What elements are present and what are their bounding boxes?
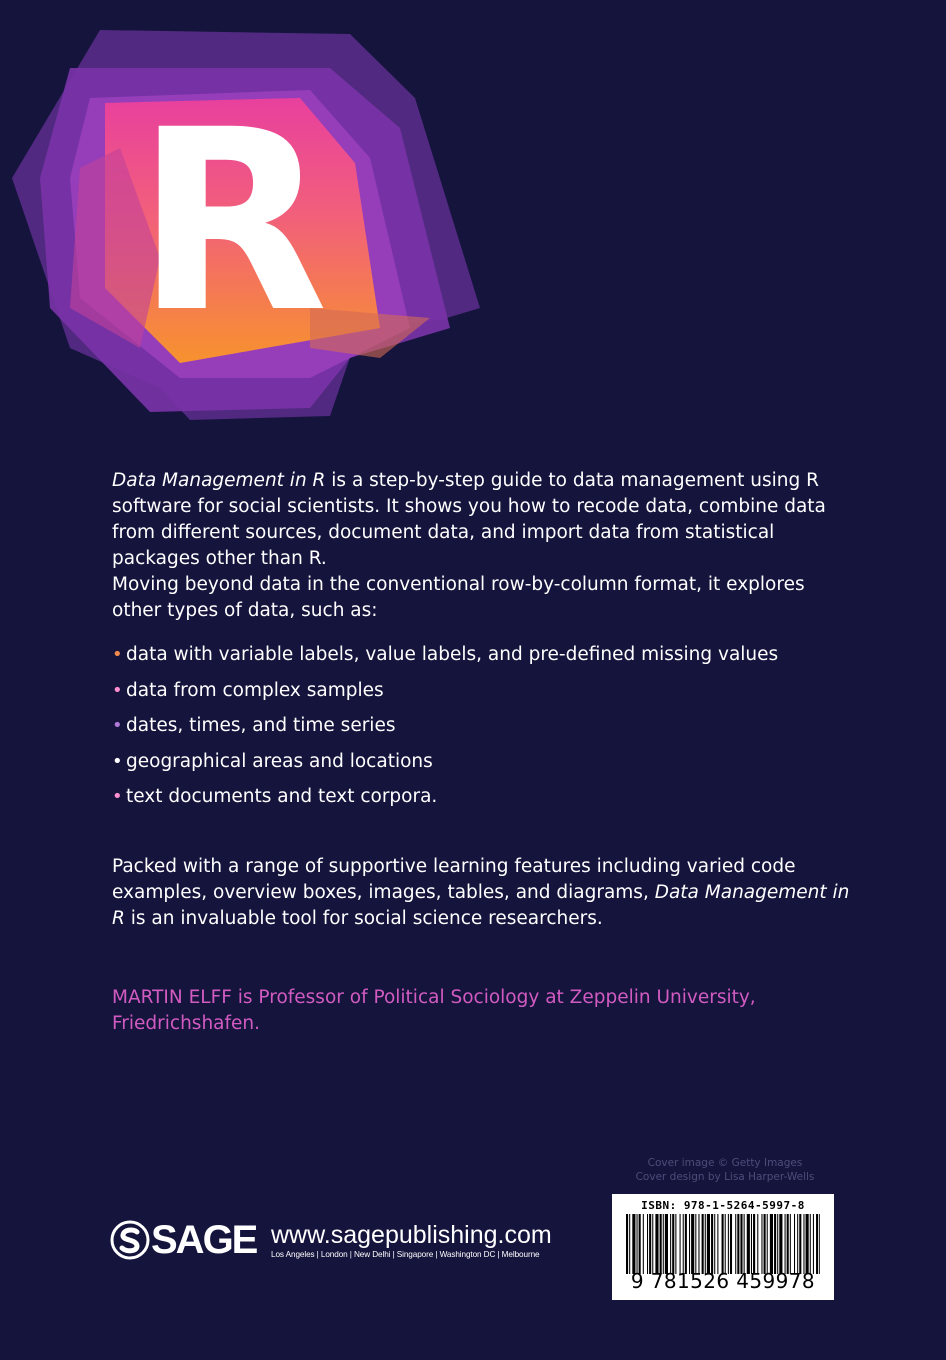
- description-paragraph-2: Moving beyond data in the conventional row-by-column format, it explores other types of data, such as:: [112, 574, 805, 621]
- list-item-text: data from complex samples: [126, 679, 384, 701]
- description-text: Packed with a range of supportive learning features including varied code examples, overview boxes, images, tables, and diagrams,: [112, 856, 796, 903]
- barcode-bar: [702, 1214, 704, 1274]
- description-text: is an invaluable tool for social science researchers.: [124, 908, 603, 929]
- cover-design-credit: Cover design by Lisa Harper-Wells: [635, 1171, 815, 1183]
- bullet-dot: •: [112, 644, 123, 665]
- r-letter: R: [135, 76, 329, 367]
- barcode-bar: [761, 1214, 762, 1274]
- barcode-bar: [813, 1214, 814, 1274]
- barcode-bar: [806, 1214, 809, 1274]
- publisher-info: [271, 1221, 552, 1259]
- barcode-bar: [647, 1214, 648, 1274]
- barcode-bar: [639, 1214, 641, 1274]
- barcode-bar: [695, 1214, 696, 1274]
- barcode-bar: [711, 1214, 713, 1274]
- description-paragraph-3: [112, 854, 852, 932]
- publisher-url: www.sagepublishing.com: [271, 1221, 552, 1249]
- barcode-bar: [777, 1214, 778, 1274]
- barcode-bar: [632, 1214, 635, 1274]
- barcode-bar: [670, 1214, 671, 1274]
- cover-image-credit: Cover image © Getty Images: [647, 1157, 803, 1169]
- barcode-bar: [735, 1214, 736, 1274]
- barcode-bar: [744, 1214, 745, 1274]
- cover-credits: [620, 1156, 830, 1184]
- sage-circle-icon: [110, 1220, 150, 1260]
- barcode-icon: [626, 1214, 820, 1274]
- barcode-bar: [790, 1214, 791, 1274]
- barcode-bar: [705, 1214, 706, 1274]
- barcode-bar: [663, 1214, 664, 1274]
- barcode-bar: [787, 1214, 789, 1274]
- bullet-dot: •: [112, 715, 123, 736]
- barcode-bar: [767, 1214, 768, 1274]
- publisher-cities: Los Angeles | London | New Delhi | Singapore | Washington DC | Melbourne: [271, 1250, 540, 1259]
- barcode-bar: [637, 1214, 638, 1274]
- list-item: [112, 784, 778, 820]
- barcode-bar: [785, 1214, 786, 1274]
- r-logo-artwork: [10, 28, 490, 420]
- barcode-bar: [753, 1214, 755, 1274]
- barcode-bar: [803, 1214, 804, 1274]
- barcode-bar: [675, 1214, 676, 1274]
- barcode-bar: [655, 1214, 658, 1274]
- barcode-bar: [737, 1214, 739, 1274]
- barcode-bar: [689, 1214, 690, 1274]
- barcode-bar: [629, 1214, 630, 1274]
- list-item-text: text documents and text corpora.: [126, 786, 438, 807]
- barcode-bar: [725, 1214, 726, 1274]
- barcode-bar: [722, 1214, 724, 1274]
- barcode-bar: [779, 1214, 782, 1274]
- data-types-list: [112, 642, 778, 820]
- barcode-bar: [794, 1214, 795, 1274]
- barcode-bar: [810, 1214, 811, 1274]
- book-title-italic: Data Management in R: [112, 882, 850, 929]
- barcode-bar: [672, 1214, 674, 1274]
- sage-logo: [110, 1220, 256, 1260]
- isbn-digits: 9 781526 459978: [630, 1269, 816, 1293]
- description-paragraph-1: [112, 468, 852, 572]
- list-item-text: dates, times, and time series: [126, 715, 396, 736]
- barcode-bar: [685, 1214, 687, 1274]
- barcode-bar: [680, 1214, 681, 1274]
- barcode-bar: [626, 1214, 628, 1274]
- barcode-bar: [799, 1214, 801, 1274]
- barcode-bar: [683, 1214, 684, 1274]
- barcode-bar: [730, 1214, 732, 1274]
- barcode-bar: [728, 1214, 729, 1274]
- bullet-dot: •: [112, 786, 123, 807]
- barcode-bar: [707, 1214, 710, 1274]
- author-bio: MARTIN ELFF is Professor of Political Sociology at Zeppelin University, Friedrichshafen.: [112, 987, 756, 1034]
- barcode-bar: [643, 1214, 644, 1274]
- book-title-italic: Data Management in R: [112, 470, 326, 491]
- barcode-bar: [660, 1214, 662, 1274]
- sage-wordmark: SAGE: [151, 1218, 257, 1262]
- barcode-bar: [714, 1214, 715, 1274]
- barcode-bar: [665, 1214, 668, 1274]
- barcode-bar: [717, 1214, 718, 1274]
- barcode-bar: [757, 1214, 758, 1274]
- bullet-dot: •: [112, 750, 123, 772]
- barcode-bar: [740, 1214, 742, 1274]
- barcode-bar: [652, 1214, 653, 1274]
- list-item-text: geographical areas and locations: [126, 750, 433, 772]
- barcode-bar: [797, 1214, 798, 1274]
- barcode-bar: [764, 1214, 766, 1274]
- barcode-bar: [770, 1214, 773, 1274]
- isbn-barcode: [612, 1194, 834, 1300]
- barcode-bar: [819, 1214, 820, 1274]
- barcode-bar: [774, 1214, 776, 1274]
- list-item: [112, 749, 778, 785]
- description-text: is a step-by-step guide to data management using R software for social scientists. It shows you how to recode data, combine data from different sources, document data, and import data from statistical packages other than R.: [112, 470, 826, 569]
- barcode-bar: [691, 1214, 694, 1274]
- list-item: [112, 642, 778, 678]
- bullet-dot: •: [112, 679, 123, 701]
- isbn-label: ISBN: 978-1-5264-5997-8: [641, 1199, 805, 1212]
- barcode-bar: [698, 1214, 699, 1274]
- list-item: [112, 713, 778, 749]
- barcode-bar: [751, 1214, 752, 1274]
- list-item-text: data with variable labels, value labels, and pre-defined missing values: [126, 644, 779, 665]
- barcode-bar: [747, 1214, 750, 1274]
- list-item: [112, 678, 778, 714]
- barcode-bar: [816, 1214, 818, 1274]
- barcode-bar: [649, 1214, 651, 1274]
